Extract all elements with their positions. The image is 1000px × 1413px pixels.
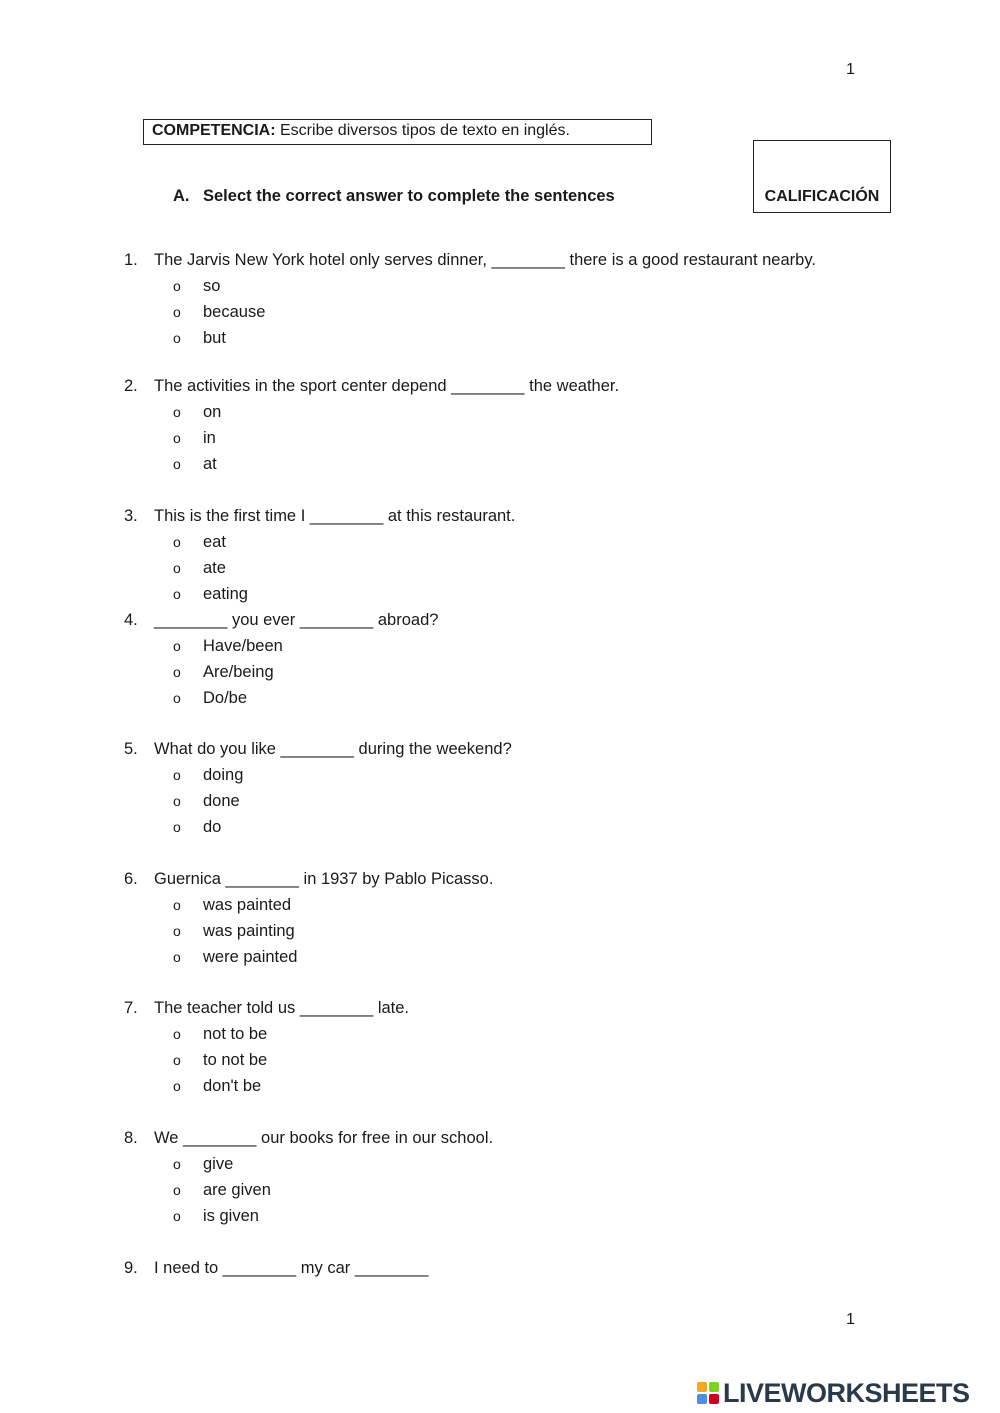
answer-option[interactable] [124,401,884,427]
option-bullet-icon: o [173,690,181,706]
option-label: on [203,403,222,421]
question-text: What do you like ________ during the weekend? [154,740,512,758]
option-bullet-icon: o [173,1078,181,1094]
answer-option[interactable] [124,427,884,453]
question-number: 2. [124,377,138,395]
answer-option[interactable] [124,327,884,353]
question-stem [124,1127,884,1153]
question-text: ________ you ever ________ abroad? [154,611,439,629]
question-text: I need to ________ my car ________ [154,1259,429,1277]
question-number: 8. [124,1129,138,1147]
question-text: The Jarvis New York hotel only serves dinner, ________ there is a good restaurant nearby. [154,251,816,269]
answer-option[interactable] [124,790,884,816]
question-stem [124,375,884,401]
grade-box-label: CALIFICACIÓN [764,188,880,205]
section-letter: A. [173,187,190,205]
answer-option[interactable] [124,1075,884,1101]
question-number: 4. [124,611,138,629]
option-bullet-icon: o [173,793,181,809]
question-number: 7. [124,999,138,1017]
question-7 [124,997,884,1101]
answer-option[interactable] [124,764,884,790]
question-5 [124,738,884,842]
option-bullet-icon: o [173,1052,181,1068]
answer-option[interactable] [124,687,884,713]
answer-option[interactable] [124,1205,884,1231]
question-number: 5. [124,740,138,758]
answer-option[interactable] [124,275,884,301]
question-number: 1. [124,251,138,269]
question-stem [124,868,884,894]
answer-option[interactable] [124,1153,884,1179]
option-label: done [203,792,240,810]
question-1 [124,249,884,353]
option-label: to not be [203,1051,268,1069]
answer-option[interactable] [124,816,884,842]
answer-option[interactable] [124,531,884,557]
question-9 [124,1257,884,1283]
option-label: give [203,1155,234,1173]
option-bullet-icon: o [173,664,181,680]
question-text: The activities in the sport center depend ________ the weather. [154,377,620,395]
liveworksheets-logo [697,1378,970,1408]
competencia-label: COMPETENCIA: [152,122,276,139]
answer-option[interactable] [124,583,884,609]
option-label: eat [203,533,226,551]
logo-square-icon [709,1382,719,1392]
grade-box [753,140,891,213]
question-text: We ________ our books for free in our school. [154,1129,494,1147]
option-label: eating [203,585,248,603]
option-label: so [203,277,221,295]
logo-text: LIVEWORKSHEETS [723,1378,970,1408]
option-label: doing [203,766,244,784]
answer-option[interactable] [124,1179,884,1205]
question-stem [124,249,884,275]
question-2 [124,375,884,479]
answer-option[interactable] [124,1049,884,1075]
option-bullet-icon: o [173,1156,181,1172]
logo-square-icon [697,1394,707,1404]
question-3 [124,505,884,609]
question-text: Guernica ________ in 1937 by Pablo Picasso. [154,870,494,888]
option-bullet-icon: o [173,404,181,420]
option-bullet-icon: o [173,278,181,294]
option-label: don't be [203,1077,262,1095]
question-number: 6. [124,870,138,888]
question-text: This is the first time I ________ at this restaurant. [154,507,516,525]
option-bullet-icon: o [173,1026,181,1042]
question-stem [124,997,884,1023]
option-bullet-icon: o [173,638,181,654]
option-label: ate [203,559,226,577]
page-number-top: 1 [846,61,855,78]
option-bullet-icon: o [173,430,181,446]
option-bullet-icon: o [173,923,181,939]
option-bullet-icon: o [173,897,181,913]
section-title-text: Select the correct answer to complete the sentences [203,187,615,205]
option-bullet-icon: o [173,534,181,550]
competencia-box [143,119,652,145]
option-label: was painting [203,922,295,940]
option-label: Do/be [203,689,248,707]
option-bullet-icon: o [173,819,181,835]
question-stem [124,505,884,531]
question-stem [124,609,884,635]
question-text: The teacher told us ________ late. [154,999,410,1017]
question-8 [124,1127,884,1231]
option-label: is given [203,1207,259,1225]
answer-option[interactable] [124,894,884,920]
question-stem [124,738,884,764]
option-label: because [203,303,266,321]
answer-option[interactable] [124,1023,884,1049]
option-label: do [203,818,222,836]
question-number: 3. [124,507,138,525]
competencia-text: Escribe diversos tipos de texto en inglés. [275,122,570,139]
logo-mark-icon [697,1382,719,1404]
option-bullet-icon: o [173,1208,181,1224]
page-number-bottom: 1 [846,1311,855,1328]
logo-square-icon [697,1382,707,1392]
question-number: 9. [124,1259,138,1277]
option-bullet-icon: o [173,304,181,320]
option-bullet-icon: o [173,767,181,783]
section-title [173,187,615,206]
option-label: Have/been [203,637,283,655]
option-label: was painted [203,896,292,914]
answer-option[interactable] [124,557,884,583]
option-label: were painted [203,948,298,966]
option-bullet-icon: o [173,949,181,965]
answer-option[interactable] [124,635,884,661]
answer-option[interactable] [124,946,884,972]
option-label: are given [203,1181,271,1199]
option-bullet-icon: o [173,586,181,602]
answer-option[interactable] [124,301,884,327]
option-bullet-icon: o [173,330,181,346]
option-label: Are/being [203,663,274,681]
logo-square-icon [709,1394,719,1404]
option-label: but [203,329,226,347]
answer-option[interactable] [124,920,884,946]
option-label: at [203,455,217,473]
option-label: in [203,429,216,447]
option-bullet-icon: o [173,456,181,472]
question-4 [124,609,884,713]
question-6 [124,868,884,972]
question-stem [124,1257,884,1283]
option-bullet-icon: o [173,560,181,576]
option-label: not to be [203,1025,268,1043]
option-bullet-icon: o [173,1182,181,1198]
answer-option[interactable] [124,453,884,479]
answer-option[interactable] [124,661,884,687]
